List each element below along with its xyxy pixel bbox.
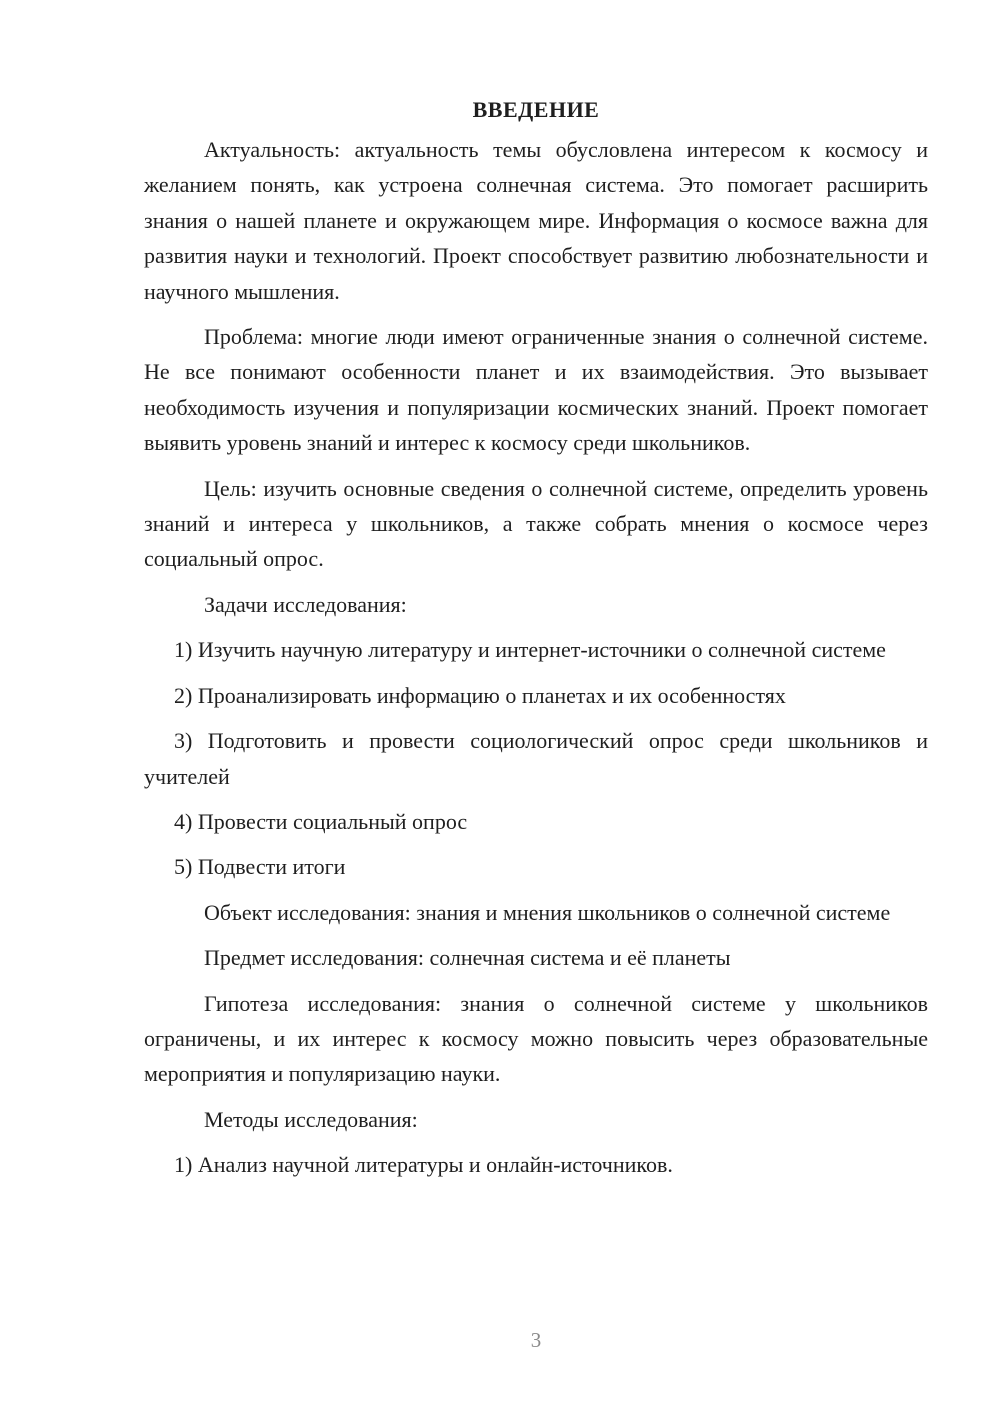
paragraph-goal: Цель: изучить основные сведения о солнечной системе, определить уровень знаний и интереса у школьников, а также собрать мнения о космосе через социальный опрос.	[144, 475, 928, 572]
task-item-5: 5) Подвести итоги	[174, 854, 346, 880]
paragraph-methods-heading: Методы исследования:	[204, 1106, 418, 1132]
document-page	[144, 92, 928, 1183]
document-title: ВВЕДЕНИЕ	[472, 97, 600, 122]
paragraph-hypothesis: Гипотеза исследования: знания о солнечной системе у школьников ограничены, и их интерес к космосу можно повысить через образовательные мероприятия и популяризацию науки.	[144, 990, 928, 1087]
task-item-4: 4) Провести социальный опрос	[174, 808, 468, 834]
method-item-1: 1) Анализ научной литературы и онлайн-источников.	[174, 1152, 673, 1178]
paragraph-relevance: Актуальность: актуальность темы обусловлена интересом к космосу и желанием понять, как устроена солнечная система. Это помогает расширить знания о нашей планете и окружающем мире. Информация о космосе важна для развития науки и технологий. Проект способствует развитию любознательности и научного мышления.	[144, 137, 928, 304]
page-number: 3	[530, 1328, 542, 1352]
paragraph-problem: Проблема: многие люди имеют ограниченные знания о солнечной системе. Не все понимают особенности планет и их взаимодействия. Это вызывает необходимость изучения и популяризации космических знаний. Проект помогает выявить уровень знаний и интерес к космосу среди школьников.	[144, 324, 928, 456]
task-item-1: 1) Изучить научную литературу и интернет-источники о солнечной системе	[174, 637, 886, 663]
paragraph-object: Объект исследования: знания и мнения школьников о солнечной системе	[204, 899, 891, 925]
paragraph-subject: Предмет исследования: солнечная система и её планеты	[204, 945, 731, 971]
task-item-2: 2) Проанализировать информацию о планетах и их особенностях	[174, 682, 786, 708]
task-item-3: 3) Подготовить и провести социологический опрос среди школьников и учителей	[144, 728, 928, 789]
paragraph-tasks-heading: Задачи исследования:	[204, 591, 407, 617]
